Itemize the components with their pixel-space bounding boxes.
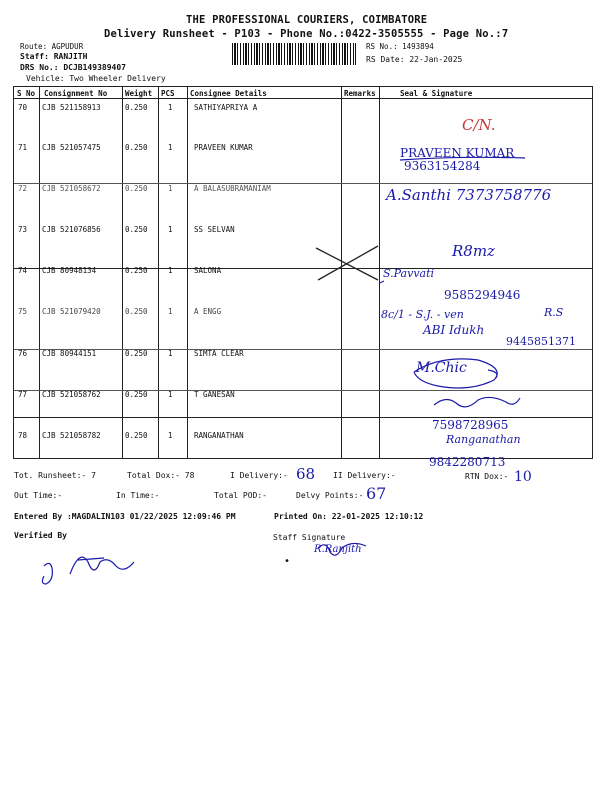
ii-delivery-label: II Delivery:- bbox=[333, 471, 396, 480]
runsheet-subtitle: Delivery Runsheet - P103 - Phone No.:0422-3505555 - Page No.:7 bbox=[104, 28, 509, 40]
dot-mark: • bbox=[284, 556, 291, 567]
row-pcs: 1 bbox=[168, 307, 173, 316]
row-consignment-no: CJB 521079420 bbox=[42, 307, 101, 316]
entered-by: Entered By :MAGDALIN103 01/22/2025 12:09:46 PM bbox=[14, 512, 236, 521]
row-consignee: SS SELVAN bbox=[194, 225, 235, 234]
row-weight: 0.250 bbox=[125, 103, 148, 112]
row-consignment-no: CJB 521058672 bbox=[42, 184, 101, 193]
handwritten-phone: 9445851371 bbox=[506, 335, 576, 348]
printed-on: Printed On: 22-01-2025 12:10:12 bbox=[274, 512, 424, 521]
i-delivery-label: I Delivery:- bbox=[230, 471, 288, 480]
handwritten-signature: R.S bbox=[544, 306, 564, 319]
total-dox: Total Dox:- 78 bbox=[127, 471, 195, 480]
row-sno: 70 bbox=[18, 103, 28, 112]
handwritten-signature: 8c/1 - S.J. - ven bbox=[381, 308, 464, 321]
row-pcs: 1 bbox=[168, 266, 173, 275]
staff-handwritten-signature: R.Ranjith bbox=[314, 544, 362, 555]
handwritten-rtn-count: 10 bbox=[514, 469, 532, 485]
handwritten-delvy-points: 67 bbox=[366, 484, 387, 503]
staff-signature-label: Staff Signature bbox=[273, 533, 346, 542]
handwritten-cn-mark: C/N. bbox=[462, 116, 496, 134]
row-consignee: A ENGG bbox=[194, 307, 222, 316]
rtn-dox-label: RTN Dox:- bbox=[465, 472, 509, 481]
row-consignment-no: CJB 521158913 bbox=[42, 103, 101, 112]
company-title: THE PROFESSIONAL COURIERS, COIMBATORE bbox=[186, 14, 428, 26]
row-pcs: 1 bbox=[168, 225, 173, 234]
handwritten-signature: R8mz bbox=[452, 242, 495, 260]
col-header-pcs: PCS bbox=[161, 89, 175, 98]
handwritten-name: PRAVEEN KUMAR bbox=[400, 146, 515, 160]
out-time-label: Out Time:- bbox=[14, 491, 63, 500]
row-sno: 72 bbox=[18, 184, 28, 193]
row-consignment-no: CJB 80948134 bbox=[42, 266, 97, 275]
drs-number: DRS No.: DCJB149389407 bbox=[20, 63, 126, 72]
row-weight: 0.250 bbox=[125, 266, 148, 275]
row-consignment-no: CJB 521057475 bbox=[42, 143, 101, 152]
row-pcs: 1 bbox=[168, 184, 173, 193]
col-header-remarks: Remarks bbox=[344, 89, 376, 98]
staff-label: Staff: RANJITH bbox=[20, 52, 88, 61]
row-pcs: 1 bbox=[168, 390, 173, 399]
handwritten-name: S.Pavvati bbox=[383, 267, 435, 280]
handwritten-phone: 9842280713 bbox=[429, 455, 506, 469]
col-header-weight: Weight bbox=[125, 89, 153, 98]
total-pod-label: Total POD:- bbox=[214, 491, 267, 500]
route-label: Route: AGPUDUR bbox=[20, 42, 84, 51]
handwritten-phone: 7598728965 bbox=[432, 418, 509, 432]
col-header-sno: S No bbox=[17, 89, 36, 98]
tot-runsheet: Tot. Runsheet:- 7 bbox=[14, 471, 96, 480]
handwritten-signature: M.Chic bbox=[416, 360, 467, 376]
row-consignee: RANGANATHAN bbox=[194, 431, 244, 440]
in-time-label: In Time:- bbox=[116, 491, 160, 500]
delvy-points-label: Delvy Points:- bbox=[296, 491, 364, 500]
handwritten-signature: A.Santhi 7373758776 bbox=[386, 186, 552, 204]
vehicle-label: Vehicle: Two Wheeler Delivery bbox=[26, 74, 166, 83]
handwritten-signature: ABI Idukh bbox=[423, 323, 485, 337]
row-consignment-no: CJB 521076856 bbox=[42, 225, 101, 234]
rs-date: RS Date: 22-Jan-2025 bbox=[366, 55, 463, 64]
row-pcs: 1 bbox=[168, 143, 173, 152]
row-sno: 74 bbox=[18, 266, 28, 275]
row-weight: 0.250 bbox=[125, 307, 148, 316]
col-header-consignee: Consignee Details bbox=[190, 89, 267, 98]
handwritten-name: Ranganathan bbox=[446, 433, 521, 446]
verified-by-label: Verified By bbox=[14, 531, 67, 540]
handwritten-phone: 9585294946 bbox=[444, 288, 521, 302]
row-sno: 77 bbox=[18, 390, 28, 399]
row-sno: 71 bbox=[18, 143, 28, 152]
row-sno: 76 bbox=[18, 349, 28, 358]
row-weight: 0.250 bbox=[125, 225, 148, 234]
handwritten-delivery-count: 68 bbox=[296, 465, 316, 483]
row-pcs: 1 bbox=[168, 431, 173, 440]
row-consignee: A BALASUBRAMANIAM bbox=[194, 184, 271, 193]
row-consignment-no: CJB 521058782 bbox=[42, 431, 101, 440]
row-weight: 0.250 bbox=[125, 143, 148, 152]
row-sno: 75 bbox=[18, 307, 28, 316]
row-consignee: PRAVEEN KUMAR bbox=[194, 143, 253, 152]
row-pcs: 1 bbox=[168, 103, 173, 112]
row-weight: 0.250 bbox=[125, 184, 148, 193]
row-consignee: T GANESAN bbox=[194, 390, 235, 399]
row-sno: 78 bbox=[18, 431, 28, 440]
row-weight: 0.250 bbox=[125, 349, 148, 358]
col-header-signature: Seal & Signature bbox=[400, 89, 473, 98]
rs-number: RS No.: 1493894 bbox=[366, 42, 434, 51]
row-consignment-no: CJB 521058762 bbox=[42, 390, 101, 399]
row-weight: 0.250 bbox=[125, 390, 148, 399]
handwritten-phone: 9363154284 bbox=[404, 159, 481, 173]
row-weight: 0.250 bbox=[125, 431, 148, 440]
row-consignment-no: CJB 80944151 bbox=[42, 349, 97, 358]
row-sno: 73 bbox=[18, 225, 28, 234]
row-consignee: SATHIYAPRIYA A bbox=[194, 103, 258, 112]
row-pcs: 1 bbox=[168, 349, 173, 358]
row-consignee: SIMTA CLEAR bbox=[194, 349, 244, 358]
col-header-consignment: Consignment No bbox=[44, 89, 108, 98]
row-consignee: SALONA bbox=[194, 266, 222, 275]
